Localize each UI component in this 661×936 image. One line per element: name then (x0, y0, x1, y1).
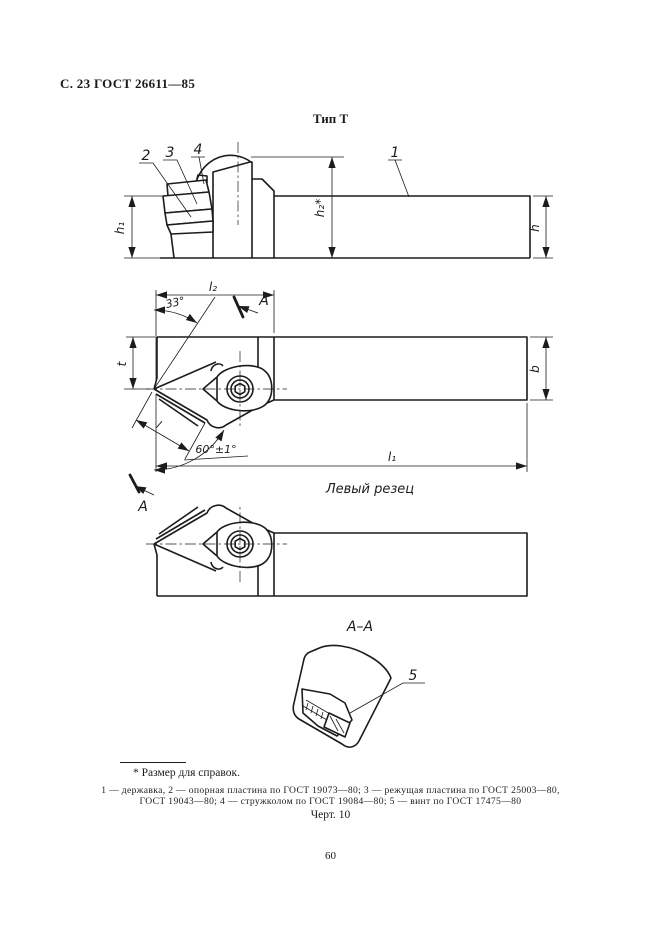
plan-view-cutter-body (146, 337, 527, 428)
view-label-a-bottom: А (138, 499, 148, 515)
reference-footnote: * Размер для справок. (133, 767, 240, 779)
drawing-number-caption: Черт. 10 (310, 809, 351, 821)
dim-label-t: t (115, 361, 129, 367)
callout-3: 3 (165, 145, 175, 161)
callout-5-leader (350, 683, 425, 713)
angle-label-60: 60°±1° (195, 443, 237, 456)
left-cutter-drawing (146, 505, 527, 596)
callout-1: 1 (390, 145, 400, 161)
dim-label-l2: l₂ (208, 280, 218, 294)
figure-type-title: Тип Т (312, 111, 349, 126)
side-view-drawing (113, 142, 553, 258)
left-cutter-caption: Левый резец (325, 482, 415, 497)
side-view-holder-outline (160, 155, 530, 258)
plan-view-clamp (203, 366, 272, 411)
page-number: 60 (325, 850, 336, 862)
dim-label-b: b (528, 365, 542, 373)
view-label-a-top: А (259, 293, 269, 309)
dim-label-l1: l₁ (387, 450, 397, 464)
section-aa-drawing (293, 645, 425, 747)
callout-5: 5 (408, 668, 418, 684)
callout-2: 2 (141, 148, 151, 164)
plan-view-dimensions (115, 280, 553, 515)
dim-label-h1: h₁ (113, 221, 127, 235)
angle-label-33: 33° (164, 294, 187, 311)
dim-label-h: h (528, 224, 542, 232)
dim-label-l: l (154, 418, 164, 432)
side-view-insert-stack (163, 180, 213, 258)
callout-4: 4 (193, 142, 203, 158)
view-arrow-a-bottom (130, 475, 139, 492)
page-header: С. 23 ГОСТ 26611—85 (60, 76, 196, 91)
parts-list-line-1: 1 — державка, 2 — опорная пластина по ГОСТ 19073—80; 3 — режущая пластина по ГОСТ 25003—80, (101, 785, 560, 796)
section-aa-caption: А–А (346, 619, 374, 635)
parts-list-line-2: ГОСТ 19043—80; 4 — стружколом по ГОСТ 19084—80; 5 — винт по ГОСТ 17475—80 (139, 796, 522, 807)
dim-label-h2: h₂* (313, 198, 327, 218)
